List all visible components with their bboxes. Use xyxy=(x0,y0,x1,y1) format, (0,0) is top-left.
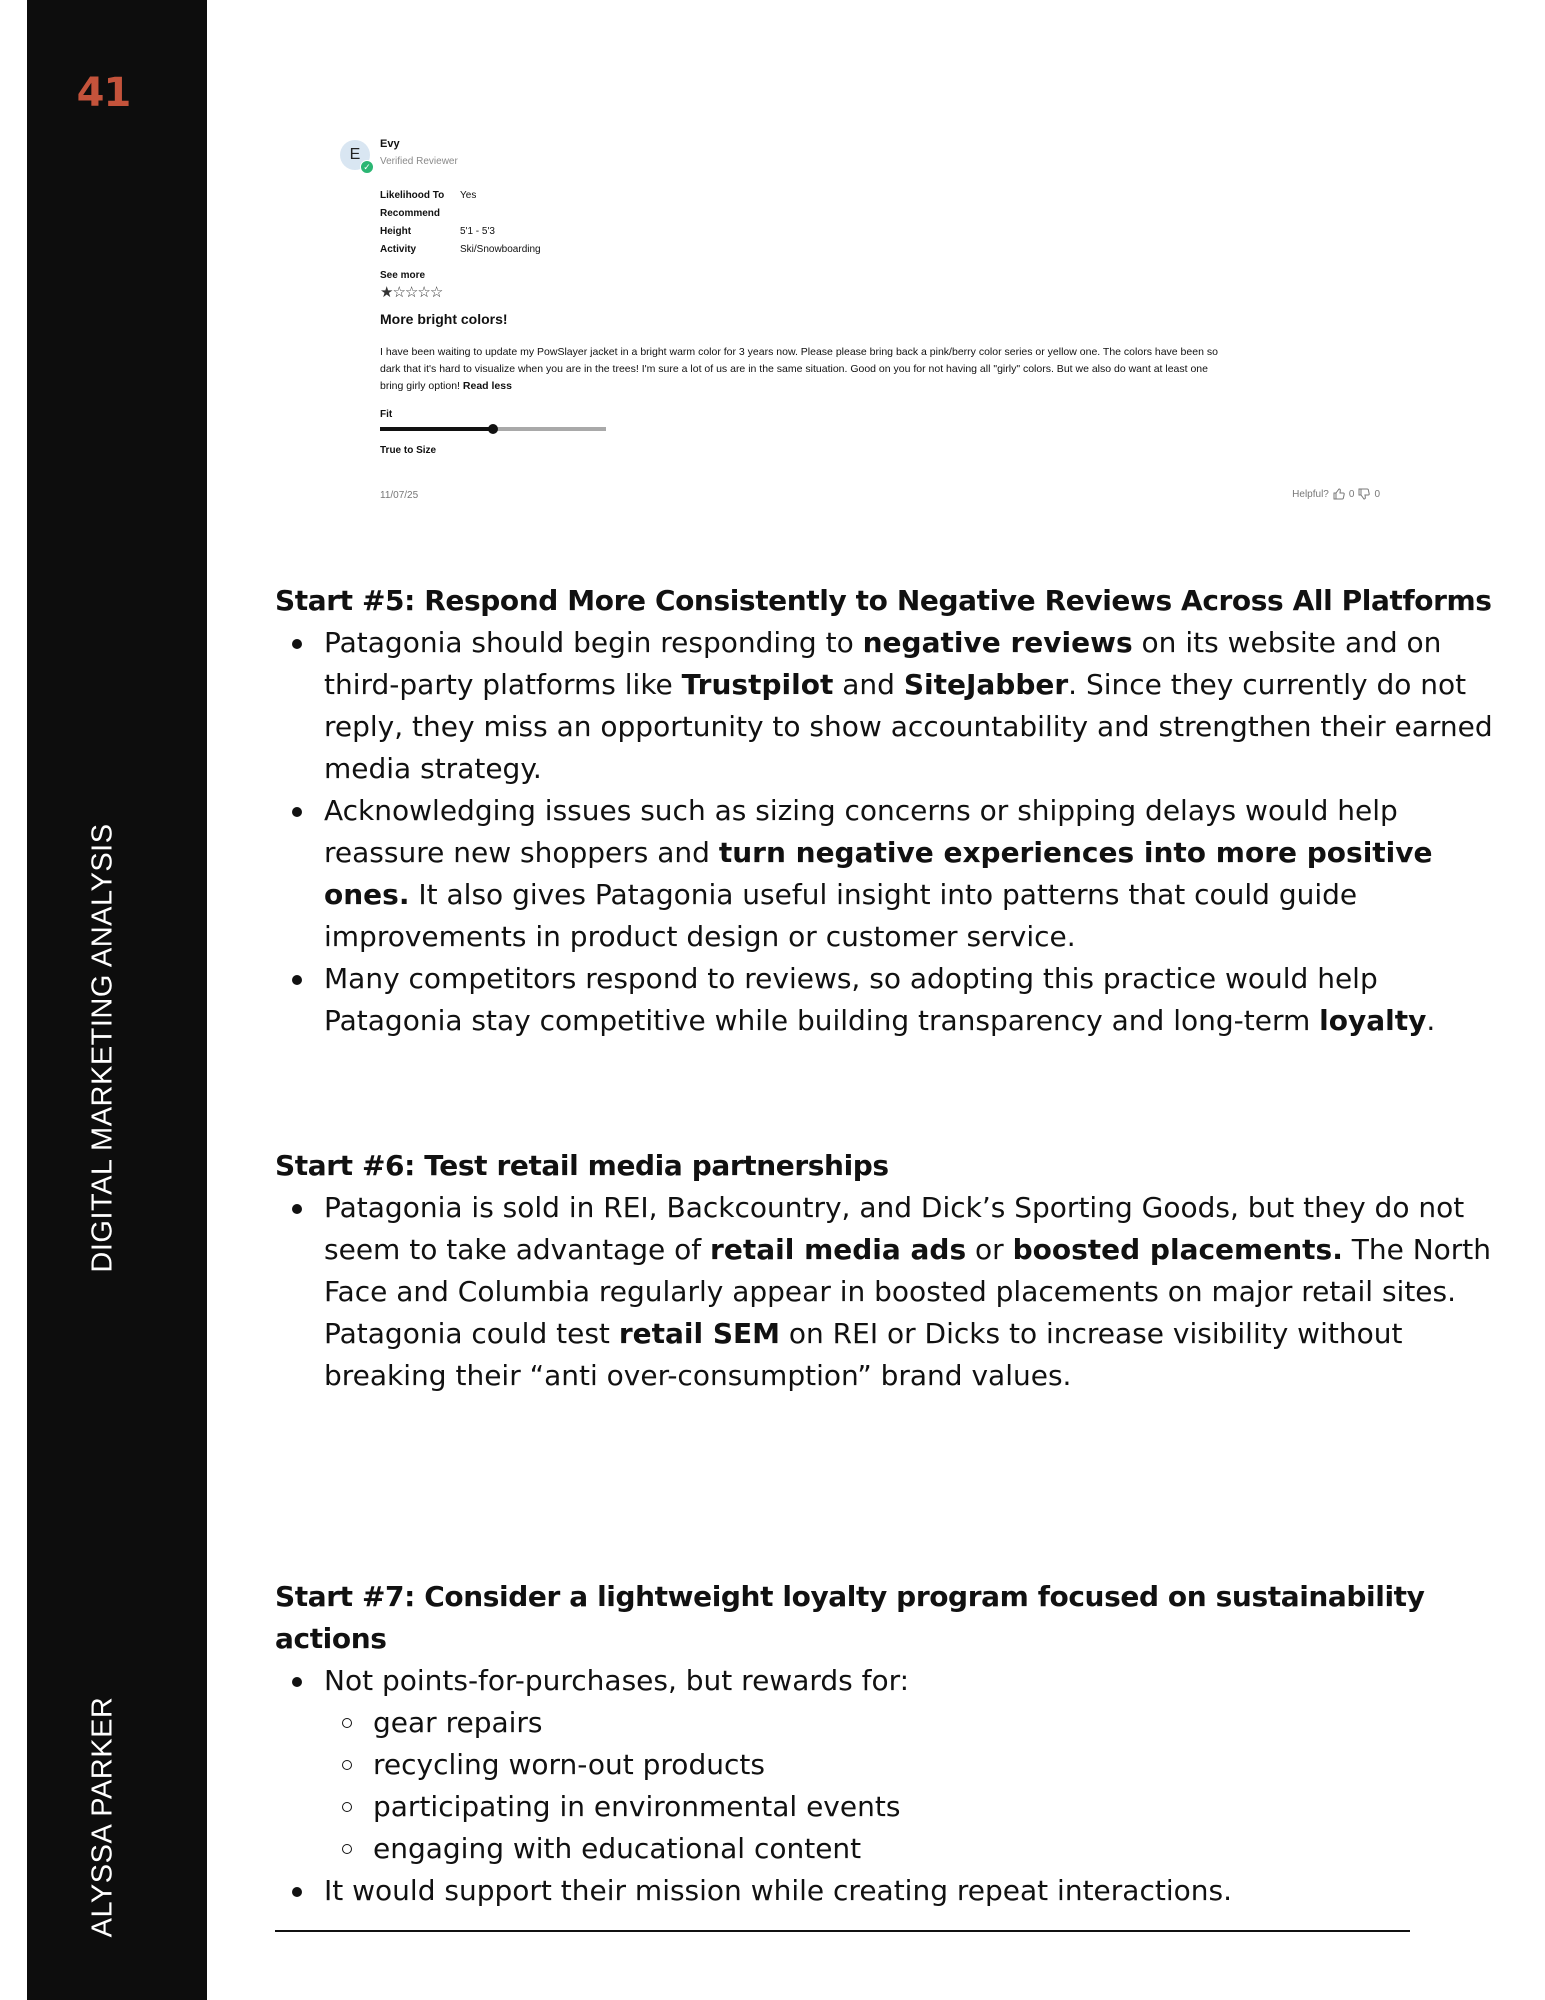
list-item: It would support their mission while creating repeat interactions. xyxy=(324,1870,1495,1912)
star-empty-icon: ☆ xyxy=(404,284,418,301)
footer-divider xyxy=(275,1930,1410,1932)
sidebar xyxy=(27,0,207,2000)
attribute-row xyxy=(380,187,541,205)
bullet-list xyxy=(275,622,1495,1042)
list-item xyxy=(324,622,1495,790)
bullet-list xyxy=(275,1187,1495,1397)
bold-text: loyalty xyxy=(1319,1004,1427,1037)
text-run: on its website and on third-party platforms like xyxy=(324,626,1442,701)
attribute-key: Height xyxy=(380,226,412,237)
review-date: 11/07/25 xyxy=(380,490,419,501)
text-run: The North Face and Columbia regularly appear in boosted placements on major retail sites. Patagonia could test xyxy=(324,1233,1492,1350)
star-empty-icon: ☆ xyxy=(429,284,443,301)
text-run: Patagonia is sold in REI, Backcountry, and Dick’s Sporting Goods, but they do not seem to take advantage of xyxy=(324,1191,1465,1266)
section-heading: Start #6: Test retail media partnerships xyxy=(275,1149,889,1182)
reviewer-name: Evy xyxy=(380,138,400,150)
attribute-row xyxy=(380,241,541,259)
read-less-link[interactable]: Read less xyxy=(462,380,512,392)
verified-badge: Verified Reviewer xyxy=(380,156,458,167)
helpful-label: Helpful? xyxy=(1292,488,1329,500)
thumbs-down-icon[interactable] xyxy=(1358,488,1370,500)
page-number: 41 xyxy=(76,70,131,116)
star-empty-icon: ☆ xyxy=(392,284,405,301)
attribute-row xyxy=(380,205,541,223)
text-run: on REI or Dicks to increase visibility without breaking their “anti over-consumption” brand values. xyxy=(324,1317,1403,1392)
main-content xyxy=(275,580,1495,1912)
check-icon: ✓ xyxy=(360,160,374,174)
text-run: Many competitors respond to reviews, so adopting this practice would help Patagonia stay competitive while building transparency and long-term xyxy=(324,962,1378,1037)
text-run: . Since they currently do not reply, they miss an opportunity to show accountability and strengthen their earned media strategy. xyxy=(324,668,1493,785)
text-run: It also gives Patagonia useful insight into patterns that could guide improvements in product design or customer service. xyxy=(324,878,1358,953)
bold-text: retail media ads xyxy=(710,1233,967,1266)
attribute-value: Yes xyxy=(460,190,477,201)
list-item xyxy=(324,790,1495,958)
review-body-line: I have been waiting to update my PowSlayer jacket in a bright warm color for 3 years now. Please please bring back a pink/berry color series or yellow one. The colors have been so xyxy=(380,346,1218,358)
review-attributes xyxy=(380,187,541,259)
sub-list-item: recycling worn-out products xyxy=(373,1744,1495,1786)
attribute-value: Ski/Snowboarding xyxy=(460,244,541,255)
bullet-list xyxy=(275,1660,1495,1912)
text-run: . xyxy=(1426,1004,1436,1037)
bold-text: retail SEM xyxy=(618,1317,780,1350)
star-rating xyxy=(380,283,442,301)
star-empty-icon: ☆ xyxy=(417,284,430,301)
bold-text: SiteJabber xyxy=(903,668,1069,701)
attribute-key: Activity xyxy=(380,244,417,255)
bold-text: negative reviews xyxy=(862,626,1133,659)
review-body xyxy=(380,344,1360,395)
thumbs-up-icon[interactable] xyxy=(1333,488,1345,500)
star-filled-icon: ★ xyxy=(380,284,393,301)
text-run: Not points-for-purchases, but rewards for: xyxy=(324,1664,910,1697)
sub-list-item: engaging with educational content xyxy=(373,1828,1495,1870)
review-body-line: bring girly option! xyxy=(380,380,460,392)
list-item xyxy=(324,958,1495,1042)
section-heading: Start #7: Consider a lightweight loyalty program focused on sustainability actions xyxy=(275,1580,1425,1655)
author-name: ALYSSA PARKER xyxy=(86,1696,119,1938)
fit-value: True to Size xyxy=(380,445,437,456)
fit-scale-marker xyxy=(488,424,498,434)
review-body-line: dark that it's hard to visualize when you are in the trees! I'm sure a lot of us are in the same situation. Good on you for not having all "girly" colors. But we also do want at least one xyxy=(380,363,1208,375)
bold-text: Trustpilot xyxy=(681,668,834,701)
sub-list-item: gear repairs xyxy=(373,1702,1495,1744)
section-start-7 xyxy=(275,1576,1495,1912)
section-start-6 xyxy=(275,1145,1495,1397)
bold-text: turn negative experiences into more positive ones. xyxy=(324,836,1433,911)
sub-list-item: participating in environmental events xyxy=(373,1786,1495,1828)
see-more-link[interactable]: See more xyxy=(380,270,426,281)
helpful-down-count: 0 xyxy=(1374,488,1380,500)
text-run: or xyxy=(966,1233,1013,1266)
attribute-key: Likelihood To xyxy=(380,190,445,201)
fit-scale xyxy=(380,427,606,431)
helpful-up-count: 0 xyxy=(1348,488,1355,500)
text-run: and xyxy=(833,668,904,701)
fit-label: Fit xyxy=(380,409,393,420)
attribute-value: 5'1 - 5'3 xyxy=(460,226,495,237)
sub-list xyxy=(324,1702,1495,1870)
bold-text: boosted placements. xyxy=(1012,1233,1343,1266)
attribute-key: Recommend xyxy=(380,208,441,219)
helpful-votes xyxy=(1292,488,1380,500)
avatar: E xyxy=(340,140,370,170)
list-item xyxy=(324,1660,1495,1870)
list-item xyxy=(324,1187,1495,1397)
text-run: Acknowledging issues such as sizing concerns or shipping delays would help reassure new shoppers and xyxy=(324,794,1398,869)
document-title: DIGITAL MARKETING ANALYSIS xyxy=(86,823,119,1273)
section-start-5 xyxy=(275,580,1495,1042)
fit-scale-fill xyxy=(380,427,493,431)
attribute-row xyxy=(380,223,541,241)
review-title: More bright colors! xyxy=(380,311,508,327)
review-screenshot xyxy=(340,135,1380,510)
section-heading: Start #5: Respond More Consistently to Negative Reviews Across All Platforms xyxy=(275,584,1492,617)
text-run: Patagonia should begin responding to xyxy=(324,626,863,659)
